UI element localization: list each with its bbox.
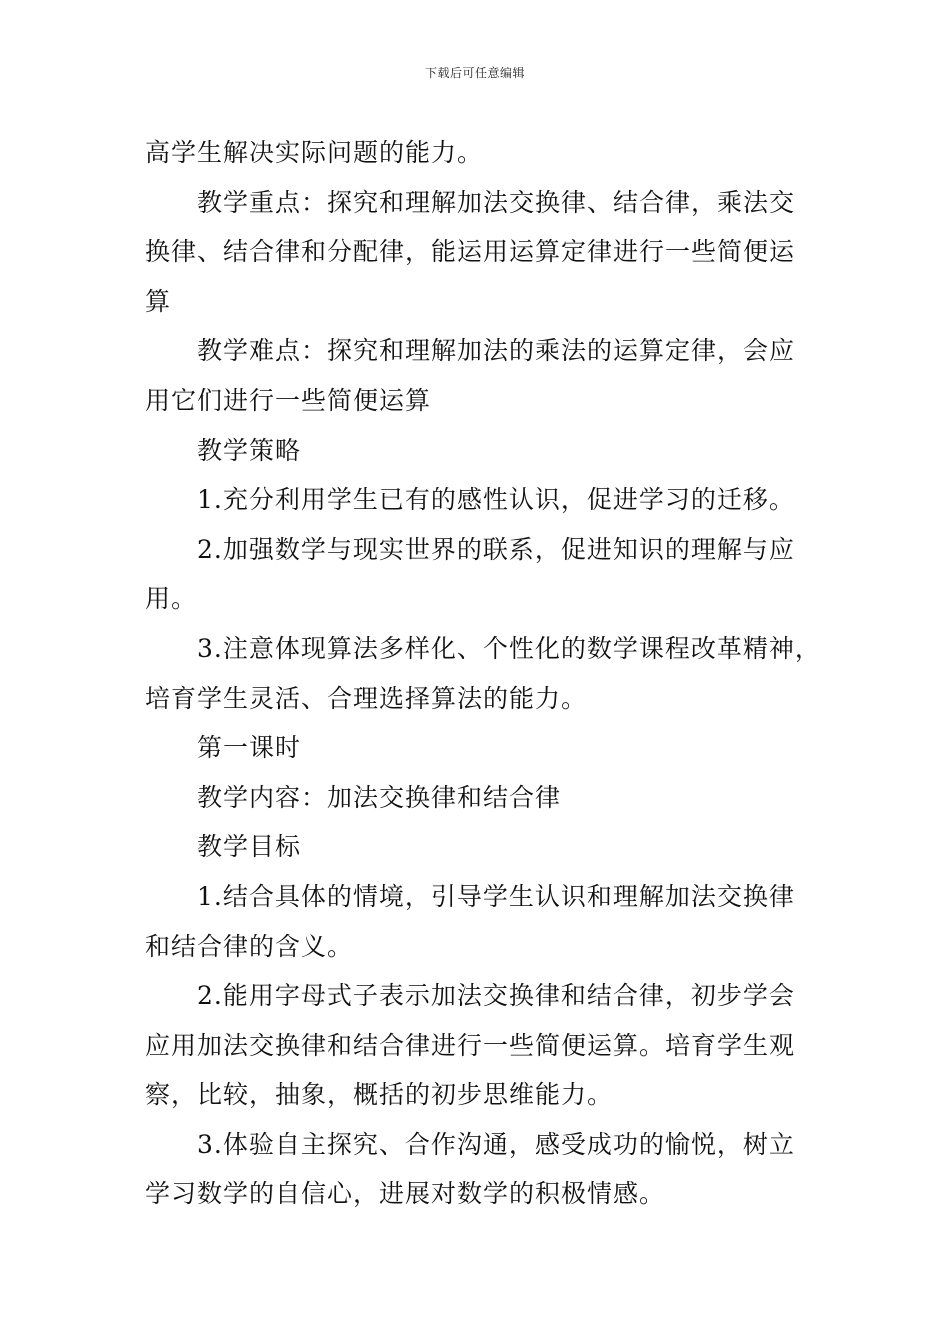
text-line: 教学重点：探究和理解加法交换律、结合律，乘法交: [197, 187, 796, 217]
text-line: 培育学生灵活、合理选择算法的能力。: [145, 683, 588, 713]
text-line: 2.加强数学与现实世界的联系，促进知识的理解与应: [197, 534, 795, 564]
text-line: 算: [145, 286, 172, 316]
text-line: 应用加法交换律和结合律进行一些简便运算。培育学生观: [145, 1030, 796, 1060]
text-line: 教学策略: [197, 435, 302, 465]
text-line: 高学生解决实际问题的能力。: [145, 138, 484, 167]
text-line: 学习数学的自信心，进展对数学的积极情感。: [145, 1179, 666, 1209]
text-line: 察，比较，抽象，概括的初步思维能力。: [145, 1080, 614, 1110]
text-line: 教学难点：探究和理解加法的乘法的运算定律，会应: [197, 336, 796, 366]
text-line: 1.充分利用学生已有的感性认识，促进学习的迁移。: [197, 485, 795, 515]
text-line: 教学目标: [197, 832, 302, 862]
document-body: [145, 128, 825, 1219]
text-line: 第一课时: [197, 733, 302, 763]
text-line: 用它们进行一些简便运算: [145, 385, 432, 415]
text-line: 教学内容：加法交换律和结合律: [197, 782, 562, 812]
text-line: 用。: [145, 584, 198, 614]
text-line: 1.结合具体的情境，引导学生认识和理解加法交换律: [197, 881, 795, 911]
text-line: 换律、结合律和分配律，能运用运算定律进行一些简便运: [145, 237, 796, 267]
text-line: 3.注意体现算法多样化、个性化的数学课程改革精神，: [197, 633, 821, 663]
text-line: 3.体验自主探究、合作沟通，感受成功的愉悦，树立: [197, 1129, 795, 1159]
text-line: 和结合律的含义。: [145, 931, 354, 961]
page-header: 下载后可任意编辑: [424, 66, 525, 80]
text-line: 2.能用字母式子表示加法交换律和结合律，初步学会: [197, 981, 795, 1011]
